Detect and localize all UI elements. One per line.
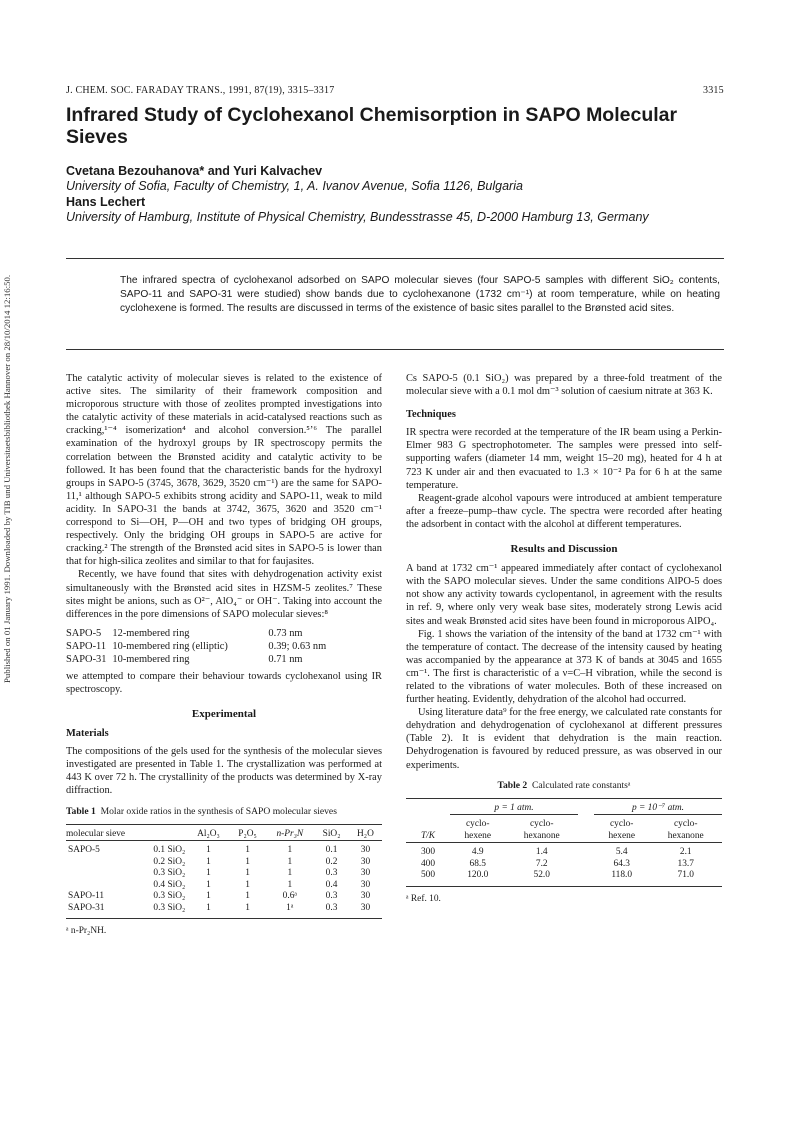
table-row [406,847,722,859]
table-cell: 5.4 [615,847,628,858]
table1-label: Table 1 [66,805,96,817]
table-cell: 1 [206,845,211,856]
table-cell: 1 [206,879,211,890]
table-cell: 30 [360,868,371,879]
table2-caption-text: Calculated rate constantsᵃ [532,779,631,791]
table-cell: 0.4 SiO₂ [153,879,186,890]
table-cell: 0.3 [325,868,338,879]
materials-heading: Materials [66,728,109,740]
table-cell: 30 [360,856,371,867]
table2-rule [406,798,722,799]
table-cell: 1 [206,856,211,867]
results-paragraph-1: A band at 1732 cm⁻¹ appeared immediately after contact of cyclohexanol with the SAPO molecular sieves. Under the same conditions AlPO-5 does not show any activity towards cyclopentanol, in agreement with the results in ref. 9, where only very weak base sites, moderately strong Lewis acid sites and weak Brønsted acid sites have been found in microporous AlPO₄. [406,563,722,627]
group-1atm: p = 1 atm. [450,803,578,815]
group-low-pressure: p = 10⁻⁷ atm. [594,803,722,815]
abstract: The infrared spectra of cyclohexanol adsorbed on SAPO molecular sieves (four SAPO-5 samples with different SiO₂ contents, SAPO-11 and SAPO-31 were studied) show bands due to cyclohexanone (1732 cm⁻¹) at room temperature, while on heating cyclohexene is formed. The results are discussed in terms of the existence of basic sites parallel to the Brønsted acid sites. [120,275,720,315]
table-cell: 1 [245,868,250,879]
article-title: Infrared Study of Cyclohexanol Chemisorption in SAPO Molecular Sieves [66,104,678,148]
table-cell: 500 [420,870,436,881]
left-column [66,372,382,938]
download-notice: Published on 01 January 1991. Downloaded by TIB und Universitaetsbibliothek Hannover on 28/10/2014 12:16:50. [2,274,12,683]
table-cell: 1.4 [535,847,548,858]
table-cell: 120.0 [467,870,489,881]
table-cell: 1 [245,891,250,902]
table-cell: 64.3 [613,858,630,869]
table-header-row: T/K cyclo- hexene cyclo- hexanone cyclo- hexene cyclo- hexanone [420,819,704,841]
table1-bottom-rule [66,918,382,919]
table1-footnote: ᵃ n-Pr₂NH. [66,926,107,937]
table-row [66,868,382,880]
table-row [406,859,722,871]
table-cell: 1 [206,868,211,879]
affiliation-sofia: University of Sofia, Faculty of Chemistry, 1, A. Ivanov Avenue, Sofia 1126, Bulgaria [66,179,523,193]
affiliation-hamburg: University of Hamburg, Institute of Physical Chemistry, Bundesstrasse 45, D-2000 Hamburg 13, Germany [66,210,649,224]
table-cell: 118.0 [611,870,633,881]
table-row [66,845,382,857]
download-sidebar [0,155,16,715]
table-cell: 1 [206,891,211,902]
table-cell: 1 [287,845,293,856]
list-item: SAPO-5 12-membered ring 0.73 nm [66,627,303,639]
table-cell: 0.3 [325,891,338,902]
table-cell: 0.3 SiO₂ [153,868,186,879]
table-cell: 52.0 [533,870,550,881]
abstract-top-rule [66,258,724,259]
table-row [66,857,382,869]
intro-paragraph-2: Recently, we have found that sites with dehydrogenation activity exist simultaneously with the Brønsted acid sites in HZSM-5 zeolites.⁷ These sites might be anions, such as O²⁻, AlO₄⁻ or OH⁻. Taking into account the differences in the pore dimensions of SAPO molecular sieves:⁸ [66,569,382,620]
techniques-paragraph-2: Reagent-grade alcohol vapours were introduced at ambient temperature after a freeze–pump–thaw cycle. The spectra were recorded after heating the adsorbent in contact with the alcohol at different temperatures. [406,492,722,530]
table-cell: 1ᵃ [286,902,294,913]
table-cell: 1 [245,845,250,856]
table-cell: 2.1 [679,847,692,858]
table-row [66,880,382,892]
table-cell: 13.7 [677,858,694,869]
materials-paragraph-cont: Cs SAPO-5 (0.1 SiO₂) was prepared by a three-fold treatment of the molecular sieve with a 0.1 mol dm⁻³ solution of caesium nitrate at 363 K. [406,373,722,398]
table-cell: 0.3 SiO₂ [153,891,186,902]
table-cell: 1 [245,856,250,867]
table-cell: 71.0 [677,870,694,881]
table-cell: 0.2 SiO₂ [153,856,186,867]
table-cell: 1 [287,856,293,867]
page-number: 3315 [703,85,724,96]
table-cell: 30 [360,902,371,913]
table-cell: 1 [206,902,211,913]
table1-caption [66,806,382,818]
authors-primary: Cvetana Bezouhanova* and Yuri Kalvachev [66,164,323,178]
table-group-row [406,803,722,815]
intro-paragraph-3: we attempted to compare their behaviour towards cyclohexanol using IR spectroscopy. [66,670,382,695]
table-cell: 1 [245,902,250,913]
table-header-row: molecular sieve Al₂O₃ P₂O₅ n-Pr₃N SiO₂ H₂O [66,828,374,839]
right-column [406,372,722,906]
list-item: SAPO-31 10-membered ring 0.71 nm [66,653,303,665]
experimental-heading: Experimental [191,707,257,720]
table-row [406,870,722,882]
table-cell: SAPO-31 [68,902,105,913]
materials-paragraph: The compositions of the gels used for the synthesis of the molecular sieves investigated are presented in Table 1. The crystallization was performed at 443 K over 72 h. The crystallinity of the products was determined by X-ray diffraction. [66,746,382,797]
table1-rule [66,824,382,825]
table-row [66,903,382,915]
table-cell: SAPO-11 [68,891,105,902]
journal-citation: J. CHEM. SOC. FARADAY TRANS., 1991, 87(19), 3315–3317 [66,85,335,96]
table-cell: 0.3 [325,902,338,913]
table-cell: 1 [287,879,293,890]
table1 [66,829,382,915]
table-cell: 0.1 [325,845,338,856]
results-paragraph-3: Using literature data⁹ for the free energy, we calculated rate constants for dehydration and dehydrogenation of cyclohexanol at different pressures (Table 2). It is evident that dehydration is the main reaction. Dehydrogenation is favoured by reduced pressure, as was observed in our experiments. [406,707,722,771]
abstract-bottom-rule [66,349,724,350]
intro-paragraph-1: The catalytic activity of molecular sieves is related to the existence of active sites. The similarity of their framework composition and microporous structure with those of zeolites prompted investigations into the catalytic activity of these materials in acid-catalysed reactions such as cracking,¹⁻⁴ isomerization⁴ and alcohol conversion.⁵ʼ⁶ The parallel examination of the hydroxyl groups by IR spectroscopy permits the correlation between the Brønsted acidity and catalytic activity to be followed. It has been found that the characteristic bands for the hydroxyl groups in SAPO-5 (3745, 3678, 3629, 3520 cm⁻¹) are the same for SAPO-11,¹ although SAPO-5 exhibits strong acidity and SAPO-11, weak to mild acidity. In SAPO-31 the bands at 3742, 3675, 3620 and 3520 cm⁻¹ correspond to Si—OH, P—OH and two types of bridging OH groups, respectively. Only the bridging OH groups in SAPO-5 are active for cracking.² The strength of the Brønsted acid sites in SAPO-5 is lower than that for high-silica zeolites and similar to that for faujasites. [66,373,382,568]
authors-secondary: Hans Lechert [66,195,146,209]
table2-label: Table 2 [497,779,528,791]
table-cell: 400 [420,858,436,869]
table-cell: SAPO-5 [68,845,100,856]
table-cell [66,868,130,880]
table-cell: 0.6ᵃ [282,891,297,902]
table-cell: 1 [245,879,250,890]
pore-dimension-list [66,627,332,666]
table2-caption [406,780,722,792]
table-cell: 300 [420,847,436,858]
results-heading: Results and Discussion [510,543,618,556]
table-cell: 30 [360,879,371,890]
table-cell: 0.1 SiO₂ [153,845,186,856]
table2 [406,803,722,882]
techniques-paragraph-1: IR spectra were recorded at the temperature of the IR beam using a Perkin-Elmer 983 G spectrophotometer. The samples were pressed into self-supporting wafers (diameter 14 mm, weight 15–20 mg), heated for 4 h at 723 K under air and then evacuated to 1.3 × 10⁻² Pa for 6 h at the same temperature. [406,427,722,491]
table-cell: 4.9 [471,847,484,858]
table-cell: 68.5 [469,858,486,869]
table2-footnote: ᵃ Ref. 10. [406,893,441,904]
table-row [66,891,382,903]
table-cell: 30 [360,891,371,902]
table2-body [406,847,722,882]
table-cell: 0.2 [325,856,338,867]
table-cell: 30 [360,845,371,856]
table1-caption-text: Molar oxide ratios in the synthesis of SAPO molecular sieves [100,805,337,817]
table-cell: 0.4 [325,879,338,890]
table1-body [66,845,382,914]
table-cell: 1 [287,868,293,879]
results-paragraph-2: Fig. 1 shows the variation of the intensity of the band at 1732 cm⁻¹ with the temperature of contact. The decrease of the intensity caused by heating was accompanied by the appearance at 373 K of bands at 3045 and 1655 cm⁻¹. The first is characteristic of a ν=C–H vibration, while the second is related to the vibrations of water molecules. Both of these increased on further heating. Evidently, dehydration of the alcohol had occurred. [406,628,722,706]
table-cell: 0.3 SiO₂ [153,902,186,913]
techniques-heading: Techniques [406,409,456,421]
list-item: SAPO-11 10-membered ring (elliptic) 0.39; 0.63 nm [66,640,327,652]
table2-bottom-rule [406,886,722,887]
table-cell [66,880,130,892]
table-cell: 7.2 [535,858,548,869]
table-cell [66,857,130,869]
